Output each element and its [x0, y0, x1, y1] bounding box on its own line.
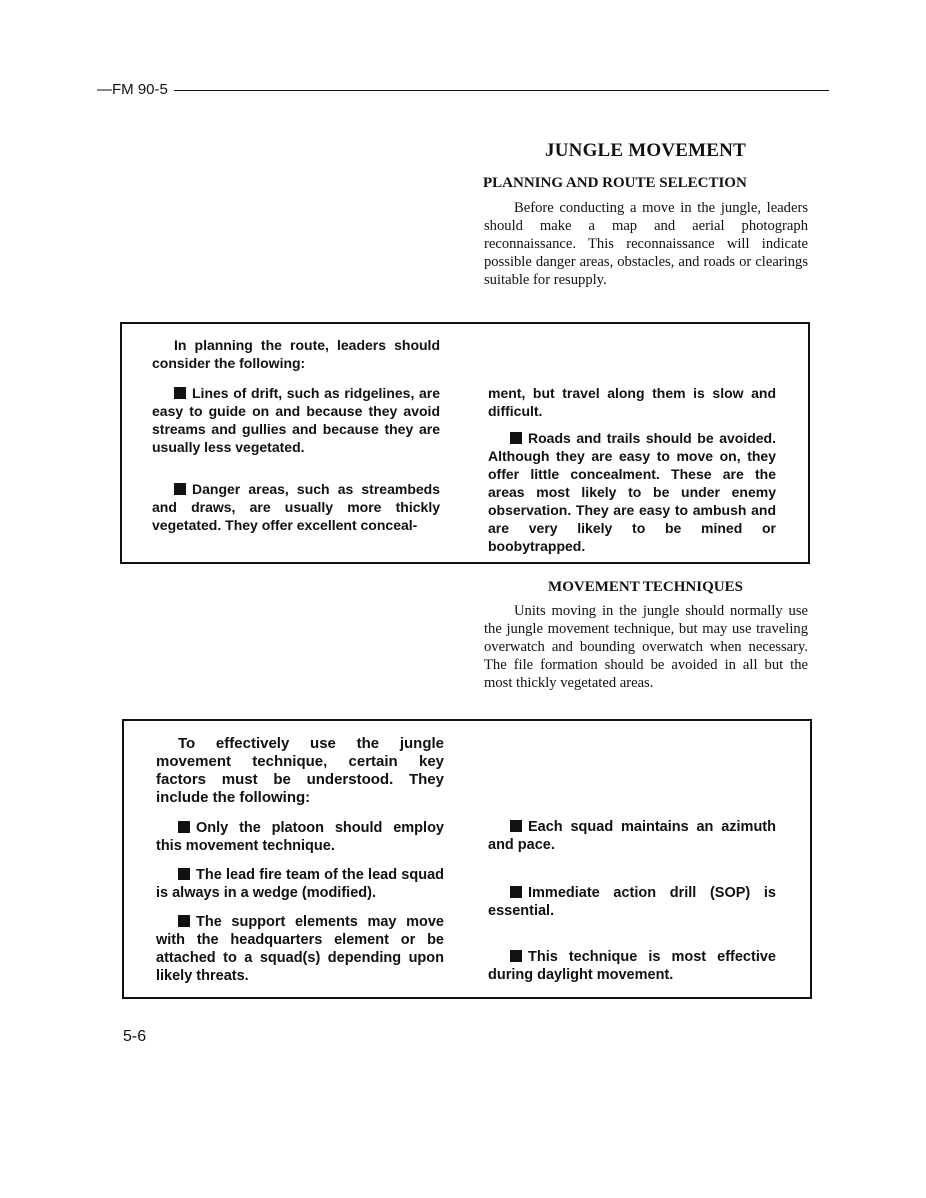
box2-lead: To effectively use the jungle movement technique, certain key factors must be understood. They include the following:	[156, 735, 444, 806]
header-label: —FM 90-5	[97, 80, 174, 100]
bullet-icon	[510, 950, 522, 962]
box1-item-danger-areas-continued: ment, but travel along them is slow and difficult.	[488, 385, 776, 419]
header-rule	[97, 90, 829, 91]
box2-item-azimuth: Each squad maintains an azimuth and pace.	[488, 819, 776, 853]
bullet-icon	[178, 915, 190, 927]
subsection-title: MOVEMENT TECHNIQUES	[548, 579, 743, 595]
intro-paragraph: Before conducting a move in the jungle, leaders should make a map and aerial photograph reconnaissance. This reconnaissance will indicate possible danger areas, obstacles, and roads or clearings suitable for resupply.	[484, 200, 808, 288]
box2-item-platoon-only: Only the platoon should employ this movement technique.	[156, 820, 444, 854]
box2-right-column	[488, 818, 776, 984]
box1-item-danger-areas: Danger areas, such as streambeds and draws, are usually more thickly vegetated. They offer excellent conceal-	[152, 481, 440, 533]
movement-factors-box	[122, 719, 812, 999]
box1-right-column	[488, 384, 776, 555]
subsection-body	[484, 602, 808, 692]
bullet-icon	[178, 868, 190, 880]
section-subtitle: PLANNING AND ROUTE SELECTION	[483, 175, 747, 191]
section-title: JUNGLE MOVEMENT	[545, 140, 746, 161]
running-header	[97, 80, 829, 102]
box2-left-column	[156, 735, 444, 985]
bullet-icon	[174, 387, 186, 399]
bullet-icon	[510, 886, 522, 898]
box1-item-lines-of-drift: Lines of drift, such as ridgelines, are easy to guide on and because they avoid streams and gullies and because they are usually less vegetated.	[152, 385, 440, 455]
bullet-icon	[178, 821, 190, 833]
box2-item-immediate-action: Immediate action drill (SOP) is essential.	[488, 885, 776, 919]
movement-paragraph: Units moving in the jungle should normally use the jungle movement technique, but may use traveling overwatch and bounding overwatch when necessary. The file formation should be avoided in all but the most thickly vegetated areas.	[484, 603, 808, 691]
box2-item-daylight: This technique is most effective during daylight movement.	[488, 949, 776, 983]
route-considerations-box	[120, 322, 810, 564]
box1-item-roads-trails: Roads and trails should be avoided. Although they are easy to move on, they offer little concealment. These are the areas most likely to be under enemy observation. They are easy to ambush and are very likely to be mined or boobytrapped.	[488, 430, 776, 554]
box1-left-column	[152, 336, 440, 534]
page-number: 5-6	[123, 1028, 147, 1045]
box1-lead: In planning the route, leaders should consider the following:	[152, 337, 440, 371]
box2-item-support-elements: The support elements may move with the headquarters element or be attached to a squad(s) depending upon likely threats.	[156, 914, 444, 984]
bullet-icon	[510, 820, 522, 832]
bullet-icon	[510, 432, 522, 444]
box2-item-lead-fire-team: The lead fire team of the lead squad is always in a wedge (modified).	[156, 867, 444, 901]
bullet-icon	[174, 483, 186, 495]
section-intro	[484, 199, 808, 289]
